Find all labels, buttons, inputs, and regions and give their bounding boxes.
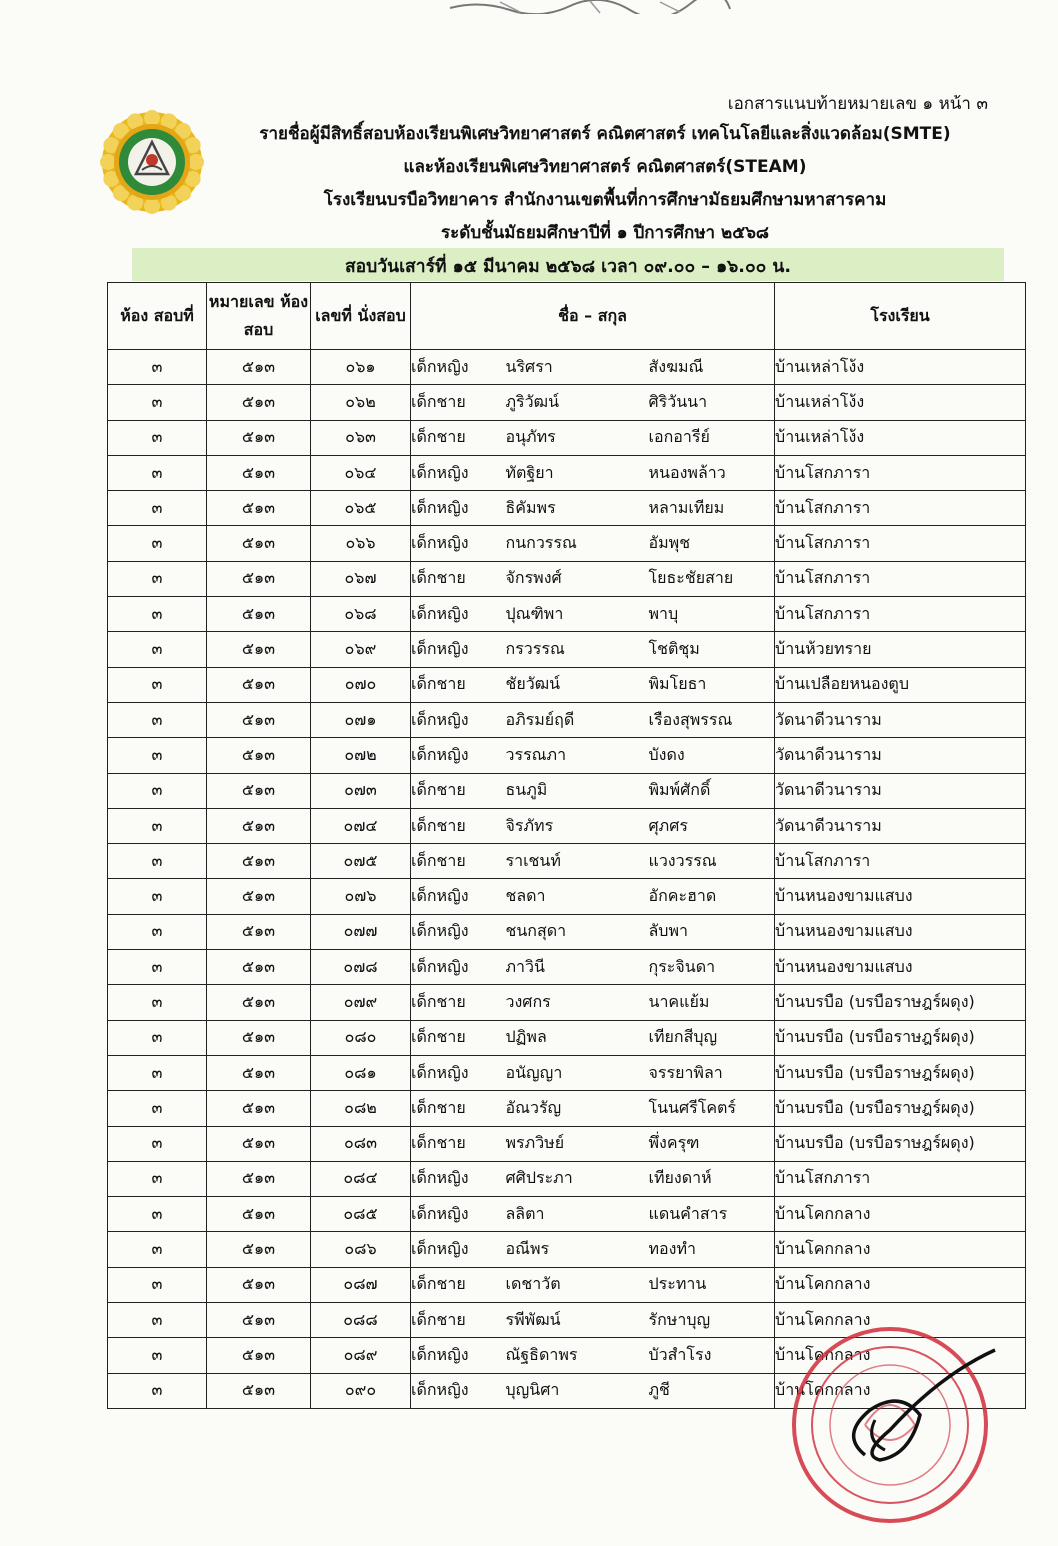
last-name-cell: โยธะชัยสาย [649, 561, 775, 596]
table-row [108, 491, 1026, 526]
table-row [108, 1020, 1026, 1055]
last-name-cell: พิมโยธา [649, 667, 775, 702]
title-cell: เด็กชาย [411, 1303, 506, 1338]
room-number-cell: ๕๑๓ [207, 808, 311, 843]
candidate-table [107, 282, 1026, 1409]
room-number-cell: ๕๑๓ [207, 561, 311, 596]
seat-number-cell: ๐๗๔ [311, 808, 411, 843]
room-cell: ๓ [108, 1161, 207, 1196]
room-number-cell: ๕๑๓ [207, 455, 311, 490]
first-name-cell: อณีพร [506, 1232, 649, 1267]
last-name-cell: โชติชุม [649, 632, 775, 667]
title-cell: เด็กชาย [411, 1267, 506, 1302]
col-header-name: ชื่อ – สกุล [411, 283, 775, 350]
seat-number-cell: ๐๘๘ [311, 1303, 411, 1338]
school-cell: วัดนาดีวนาราม [775, 738, 1026, 773]
school-cell: บ้านโสกภารา [775, 455, 1026, 490]
first-name-cell: วงศกร [506, 985, 649, 1020]
title-cell: เด็กชาย [411, 1091, 506, 1126]
seat-number-cell: ๐๘๒ [311, 1091, 411, 1126]
last-name-cell: ศิริวันนา [649, 385, 775, 420]
room-number-cell: ๕๑๓ [207, 350, 311, 385]
seat-number-cell: ๐๘๑ [311, 1055, 411, 1090]
seat-number-cell: ๐๗๖ [311, 879, 411, 914]
title-cell: เด็กหญิง [411, 1373, 506, 1408]
room-cell: ๓ [108, 1303, 207, 1338]
room-cell: ๓ [108, 350, 207, 385]
title-line-1: รายชื่อผู้มีสิทธิ์สอบห้องเรียนพิเศษวิทยาศาสตร์ คณิตศาสตร์ เทคโนโลยีและสิ่งแวดล้อม(SMTE) [259, 124, 951, 144]
table-body [108, 350, 1026, 1409]
top-decoration [440, 0, 740, 14]
table-row [108, 808, 1026, 843]
room-cell: ๓ [108, 950, 207, 985]
first-name-cell: กรวรรณ [506, 632, 649, 667]
room-number-cell: ๕๑๓ [207, 1303, 311, 1338]
seat-number-cell: ๐๗๕ [311, 844, 411, 879]
first-name-cell: ชลดา [506, 879, 649, 914]
first-name-cell: ปฏิพล [506, 1020, 649, 1055]
first-name-cell: ราเชนท์ [506, 844, 649, 879]
school-cell: บ้านเปลือยหนองตูบ [775, 667, 1026, 702]
title-cell: เด็กหญิง [411, 702, 506, 737]
room-cell: ๓ [108, 1020, 207, 1055]
table-row [108, 1338, 1026, 1373]
room-number-cell: ๕๑๓ [207, 1126, 311, 1161]
room-number-cell: ๕๑๓ [207, 773, 311, 808]
title-line-3: โรงเรียนบรบือวิทยาคาร สำนักงานเขตพื้นที่การศึกษามัธยมศึกษามหาสารคาม [323, 190, 887, 210]
school-cell: บ้านโคกกลาง [775, 1267, 1026, 1302]
room-cell: ๓ [108, 1373, 207, 1408]
seat-number-cell: ๐๖๕ [311, 491, 411, 526]
last-name-cell: บังดง [649, 738, 775, 773]
exam-date-banner: สอบวันเสาร์ที่ ๑๕ มีนาคม ๒๕๖๘ เวลา ๐๙.๐๐ – ๑๖.๐๐ น. [132, 248, 1004, 281]
seat-number-cell: ๐๖๒ [311, 385, 411, 420]
room-cell: ๓ [108, 526, 207, 561]
room-number-cell: ๕๑๓ [207, 985, 311, 1020]
last-name-cell: เทียงดาห์ [649, 1161, 775, 1196]
title-cell: เด็กชาย [411, 1020, 506, 1055]
first-name-cell: อนุภัทร [506, 420, 649, 455]
last-name-cell: จรรยาพิลา [649, 1055, 775, 1090]
room-cell: ๓ [108, 1091, 207, 1126]
last-name-cell: กุระจินดา [649, 950, 775, 985]
first-name-cell: นริศรา [506, 350, 649, 385]
last-name-cell: สังฆมณี [649, 350, 775, 385]
first-name-cell: วรรณภา [506, 738, 649, 773]
first-name-cell: รพีพัฒน์ [506, 1303, 649, 1338]
room-cell: ๓ [108, 1267, 207, 1302]
title-cell: เด็กชาย [411, 985, 506, 1020]
seat-number-cell: ๐๖๔ [311, 455, 411, 490]
seat-number-cell: ๐๗๒ [311, 738, 411, 773]
seat-number-cell: ๐๗๘ [311, 950, 411, 985]
table-row [108, 1267, 1026, 1302]
room-cell: ๓ [108, 632, 207, 667]
room-number-cell: ๕๑๓ [207, 1020, 311, 1055]
table-row [108, 1232, 1026, 1267]
first-name-cell: พรภวิษย์ [506, 1126, 649, 1161]
room-number-cell: ๕๑๓ [207, 420, 311, 455]
school-cell: บ้านเหล่าโง้ง [775, 350, 1026, 385]
seat-number-cell: ๐๖๙ [311, 632, 411, 667]
table-row [108, 455, 1026, 490]
school-cell: บ้านบรบือ (บรบือราษฎร์ผดุง) [775, 985, 1026, 1020]
school-cell: บ้านหนองขามแสบง [775, 914, 1026, 949]
title-cell: เด็กชาย [411, 561, 506, 596]
title-cell: เด็กชาย [411, 844, 506, 879]
room-cell: ๓ [108, 667, 207, 702]
seat-number-cell: ๐๗๑ [311, 702, 411, 737]
first-name-cell: จิรภัทร [506, 808, 649, 843]
last-name-cell: แวงวรรณ [649, 844, 775, 879]
room-cell: ๓ [108, 385, 207, 420]
title-cell: เด็กหญิง [411, 526, 506, 561]
title-cell: เด็กหญิง [411, 1232, 506, 1267]
school-cell: บ้านโสกภารา [775, 561, 1026, 596]
school-cell: บ้านโสกภารา [775, 597, 1026, 632]
seat-number-cell: ๐๙๐ [311, 1373, 411, 1408]
school-cell: วัดนาดีวนาราม [775, 808, 1026, 843]
title-line-2: และห้องเรียนพิเศษวิทยาศาสตร์ คณิตศาสตร์(STEAM) [403, 157, 807, 177]
room-number-cell: ๕๑๓ [207, 1055, 311, 1090]
room-cell: ๓ [108, 1126, 207, 1161]
title-cell: เด็กชาย [411, 667, 506, 702]
room-number-cell: ๕๑๓ [207, 491, 311, 526]
last-name-cell: อัมพุช [649, 526, 775, 561]
room-number-cell: ๕๑๓ [207, 879, 311, 914]
last-name-cell: เทียกสีบุญ [649, 1020, 775, 1055]
last-name-cell: ทองทำ [649, 1232, 775, 1267]
title-cell: เด็กชาย [411, 1126, 506, 1161]
title-cell: เด็กหญิง [411, 1055, 506, 1090]
table-row [108, 561, 1026, 596]
room-cell: ๓ [108, 1197, 207, 1232]
last-name-cell: เรืองสุพรรณ [649, 702, 775, 737]
school-cell: บ้านหนองขามแสบง [775, 950, 1026, 985]
col-header-seat-number: เลขที่ นั่งสอบ [311, 283, 411, 350]
room-cell: ๓ [108, 808, 207, 843]
school-cell: วัดนาดีวนาราม [775, 702, 1026, 737]
last-name-cell: พึ่งครุฑ [649, 1126, 775, 1161]
title-line-4: ระดับชั้นมัธยมศึกษาปีที่ ๑ ปีการศึกษา ๒๕๖๘ [441, 223, 769, 243]
room-number-cell: ๕๑๓ [207, 1232, 311, 1267]
col-header-school: โรงเรียน [775, 283, 1026, 350]
first-name-cell: อภิรมย์ฤดี [506, 702, 649, 737]
last-name-cell: แดนคำสาร [649, 1197, 775, 1232]
room-cell: ๓ [108, 1055, 207, 1090]
seat-number-cell: ๐๖๘ [311, 597, 411, 632]
table-row [108, 1126, 1026, 1161]
room-cell: ๓ [108, 1232, 207, 1267]
room-cell: ๓ [108, 844, 207, 879]
first-name-cell: ปุณฑิพา [506, 597, 649, 632]
room-number-cell: ๕๑๓ [207, 738, 311, 773]
title-cell: เด็กหญิง [411, 950, 506, 985]
title-cell: เด็กหญิง [411, 1161, 506, 1196]
table-row [108, 738, 1026, 773]
first-name-cell: อัณวรัญ [506, 1091, 649, 1126]
school-cell: บ้านห้วยทราย [775, 632, 1026, 667]
first-name-cell: ศศิประภา [506, 1161, 649, 1196]
first-name-cell: ทัตฐิยา [506, 455, 649, 490]
seat-number-cell: ๐๘๙ [311, 1338, 411, 1373]
last-name-cell: หลามเทียม [649, 491, 775, 526]
room-cell: ๓ [108, 773, 207, 808]
table-header-row [108, 283, 1026, 350]
table-row [108, 1303, 1026, 1338]
last-name-cell: พิมพ์ศักดิ์ [649, 773, 775, 808]
school-cell: บ้านโสกภารา [775, 1161, 1026, 1196]
table-row [108, 773, 1026, 808]
title-cell: เด็กหญิง [411, 350, 506, 385]
room-cell: ๓ [108, 1338, 207, 1373]
room-number-cell: ๕๑๓ [207, 1338, 311, 1373]
room-cell: ๓ [108, 879, 207, 914]
room-cell: ๓ [108, 738, 207, 773]
table-row [108, 1055, 1026, 1090]
room-number-cell: ๕๑๓ [207, 597, 311, 632]
school-cell: บ้านบรบือ (บรบือราษฎร์ผดุง) [775, 1020, 1026, 1055]
table-row [108, 1161, 1026, 1196]
school-cell: บ้านโคกกลาง [775, 1373, 1026, 1408]
school-cell: บ้านบรบือ (บรบือราษฎร์ผดุง) [775, 1091, 1026, 1126]
school-cell: บ้านโสกภารา [775, 491, 1026, 526]
title-cell: เด็กชาย [411, 420, 506, 455]
school-logo [100, 110, 204, 214]
last-name-cell: บัวสำโรง [649, 1338, 775, 1373]
school-cell: บ้านโคกกลาง [775, 1197, 1026, 1232]
room-number-cell: ๕๑๓ [207, 1091, 311, 1126]
first-name-cell: กนกวรรณ [506, 526, 649, 561]
room-number-cell: ๕๑๓ [207, 950, 311, 985]
first-name-cell: ณัฐธิดาพร [506, 1338, 649, 1373]
room-cell: ๓ [108, 455, 207, 490]
last-name-cell: รักษาบุญ [649, 1303, 775, 1338]
last-name-cell: นาคแย้ม [649, 985, 775, 1020]
title-cell: เด็กชาย [411, 385, 506, 420]
room-number-cell: ๕๑๓ [207, 914, 311, 949]
school-cell: บ้านโคกกลาง [775, 1303, 1026, 1338]
room-number-cell: ๕๑๓ [207, 702, 311, 737]
title-cell: เด็กชาย [411, 773, 506, 808]
room-cell: ๓ [108, 491, 207, 526]
room-number-cell: ๕๑๓ [207, 844, 311, 879]
seat-number-cell: ๐๗๓ [311, 773, 411, 808]
title-cell: เด็กหญิง [411, 597, 506, 632]
room-number-cell: ๕๑๓ [207, 667, 311, 702]
col-header-room-number: หมายเลข ห้องสอบ [207, 283, 311, 350]
document-title [210, 118, 1000, 250]
room-number-cell: ๕๑๓ [207, 1373, 311, 1408]
table-row [108, 1373, 1026, 1408]
room-cell: ๓ [108, 597, 207, 632]
title-cell: เด็กหญิง [411, 738, 506, 773]
title-cell: เด็กชาย [411, 808, 506, 843]
title-cell: เด็กหญิง [411, 914, 506, 949]
room-cell: ๓ [108, 561, 207, 596]
last-name-cell: หนองพล้าว [649, 455, 775, 490]
room-cell: ๓ [108, 702, 207, 737]
last-name-cell: ภูชี [649, 1373, 775, 1408]
first-name-cell: เดชาวัต [506, 1267, 649, 1302]
table-row [108, 879, 1026, 914]
seat-number-cell: ๐๘๕ [311, 1197, 411, 1232]
first-name-cell: ธิคัมพร [506, 491, 649, 526]
seat-number-cell: ๐๖๓ [311, 420, 411, 455]
seat-number-cell: ๐๘๓ [311, 1126, 411, 1161]
seat-number-cell: ๐๗๙ [311, 985, 411, 1020]
last-name-cell: ลับพา [649, 914, 775, 949]
col-header-room: ห้อง สอบที่ [108, 283, 207, 350]
room-cell: ๓ [108, 420, 207, 455]
last-name-cell: เอกอารีย์ [649, 420, 775, 455]
room-cell: ๓ [108, 914, 207, 949]
school-cell: บ้านบรบือ (บรบือราษฎร์ผดุง) [775, 1055, 1026, 1090]
school-cell: บ้านหนองขามแสบง [775, 879, 1026, 914]
first-name-cell: อนัญญา [506, 1055, 649, 1090]
school-cell: บ้านเหล่าโง้ง [775, 385, 1026, 420]
room-number-cell: ๕๑๓ [207, 1267, 311, 1302]
seat-number-cell: ๐๗๐ [311, 667, 411, 702]
seat-number-cell: ๐๖๗ [311, 561, 411, 596]
school-cell: บ้านโสกภารา [775, 844, 1026, 879]
first-name-cell: ธนภูมิ [506, 773, 649, 808]
first-name-cell: ภูริวัฒน์ [506, 385, 649, 420]
first-name-cell: ภาวินี [506, 950, 649, 985]
first-name-cell: ชนกสุดา [506, 914, 649, 949]
first-name-cell: บุญนิศา [506, 1373, 649, 1408]
seat-number-cell: ๐๘๔ [311, 1161, 411, 1196]
table-row [108, 420, 1026, 455]
seat-number-cell: ๐๘๐ [311, 1020, 411, 1055]
seat-number-cell: ๐๘๖ [311, 1232, 411, 1267]
seat-number-cell: ๐๖๖ [311, 526, 411, 561]
table-row [108, 844, 1026, 879]
last-name-cell: โนนศรีโคตร์ [649, 1091, 775, 1126]
table-row [108, 702, 1026, 737]
table-row [108, 667, 1026, 702]
title-cell: เด็กหญิง [411, 879, 506, 914]
title-cell: เด็กหญิง [411, 1338, 506, 1373]
table-row [108, 1197, 1026, 1232]
first-name-cell: จักรพงศ์ [506, 561, 649, 596]
table-row [108, 385, 1026, 420]
room-cell: ๓ [108, 985, 207, 1020]
last-name-cell: ประทาน [649, 1267, 775, 1302]
last-name-cell: ศุภศร [649, 808, 775, 843]
table-row [108, 1091, 1026, 1126]
title-cell: เด็กหญิง [411, 491, 506, 526]
room-number-cell: ๕๑๓ [207, 1161, 311, 1196]
first-name-cell: ลลิตา [506, 1197, 649, 1232]
document-reference: เอกสารแนบท้ายหมายเลข ๑ หน้า ๓ [727, 94, 988, 114]
table-row [108, 526, 1026, 561]
last-name-cell: อักคะฮาด [649, 879, 775, 914]
first-name-cell: ชัยวัฒน์ [506, 667, 649, 702]
table-row [108, 597, 1026, 632]
school-cell: วัดนาดีวนาราม [775, 773, 1026, 808]
table-row [108, 632, 1026, 667]
table-row [108, 950, 1026, 985]
title-cell: เด็กหญิง [411, 455, 506, 490]
table-row [108, 985, 1026, 1020]
room-number-cell: ๕๑๓ [207, 385, 311, 420]
school-cell: บ้านบรบือ (บรบือราษฎร์ผดุง) [775, 1126, 1026, 1161]
title-cell: เด็กหญิง [411, 1197, 506, 1232]
room-number-cell: ๕๑๓ [207, 526, 311, 561]
room-number-cell: ๕๑๓ [207, 632, 311, 667]
school-cell: บ้านโคกกลาง [775, 1338, 1026, 1373]
room-number-cell: ๕๑๓ [207, 1197, 311, 1232]
seat-number-cell: ๐๗๗ [311, 914, 411, 949]
school-cell: บ้านโคกกลาง [775, 1232, 1026, 1267]
last-name-cell: พาบุ [649, 597, 775, 632]
title-cell: เด็กหญิง [411, 632, 506, 667]
table-row [108, 350, 1026, 385]
seat-number-cell: ๐๘๗ [311, 1267, 411, 1302]
school-cell: บ้านเหล่าโง้ง [775, 420, 1026, 455]
table-row [108, 914, 1026, 949]
school-cell: บ้านโสกภารา [775, 526, 1026, 561]
seat-number-cell: ๐๖๑ [311, 350, 411, 385]
